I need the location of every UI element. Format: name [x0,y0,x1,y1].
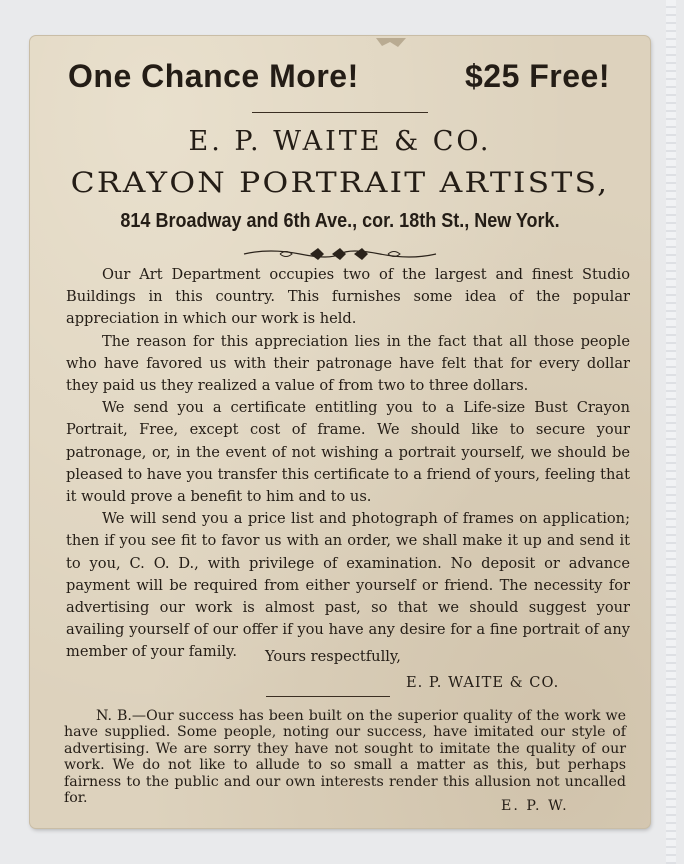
paragraph-studio: Our Art Department occupies two of the largest and finest Studio Buildings in this country. This furnishes some idea of the popular appreciation in which our work is held. [66,266,630,328]
top-divider [252,112,428,113]
signature-line: E. P. WAITE & CO. [406,674,560,691]
paragraph-price-list: We will send you a price list and photograph of frames on application; then if you see fit to favor us with an order, we shall make it up and send it to you, C. O. D., with privilege of examination. No deposit or advance payment will be required from either yourself or friend. The necessity for advertising our work is almost past, so that we should suggest your availing yourself of our offer if you have any desire for a fine portrait of any member of your family. [66,510,630,661]
paragraph-certificate: We send you a certificate entitling you to a Life-size Bust Crayon Portrait, Free, except cost of frame. We should like to secure your patronage, or, in the event of not wishing a portrait yourself, we should be pleased to have you transfer this certificate to a friend of yours, feeling that it would prove a benefit to him and to us. [66,399,630,506]
headline-left: One Chance More! [68,58,359,94]
footnote-text: N. B.—Our success has been built on the superior quality of the work we have supplied. Some people, noting our success, have imitated our style of advertising. We are sorry they have not sought to imitate the quality of our work. We do not like to allude to so small a matter as this, but perhaps fairness to the public and our own interests render this allusion not uncalled for. [64,708,626,807]
advertising-card [30,36,650,828]
footnote [64,708,626,806]
company-tagline: CRAYON PORTRAIT ARTISTS, [70,166,610,199]
closing-line: Yours respectfully, [265,648,401,665]
company-address: 814 Broadway and 6th Ave., cor. 18th St., New York. [120,210,560,232]
letter-body [66,264,630,664]
footnote-initials: E. P. W. [501,798,569,814]
company-name: E. P. WAITE & CO. [188,126,492,157]
headline-row [68,58,610,95]
bottom-divider [266,696,390,697]
sleeve-edge [666,0,676,864]
corner-tear-mark [376,38,406,48]
decorative-flourish [240,244,440,264]
headline-right: $25 Free! [464,58,610,94]
paragraph-appreciation: The reason for this appreciation lies in the fact that all those people who have favored us with their patronage have felt that for every dollar they paid us they realized a value of from two to three dollars. [66,332,630,395]
